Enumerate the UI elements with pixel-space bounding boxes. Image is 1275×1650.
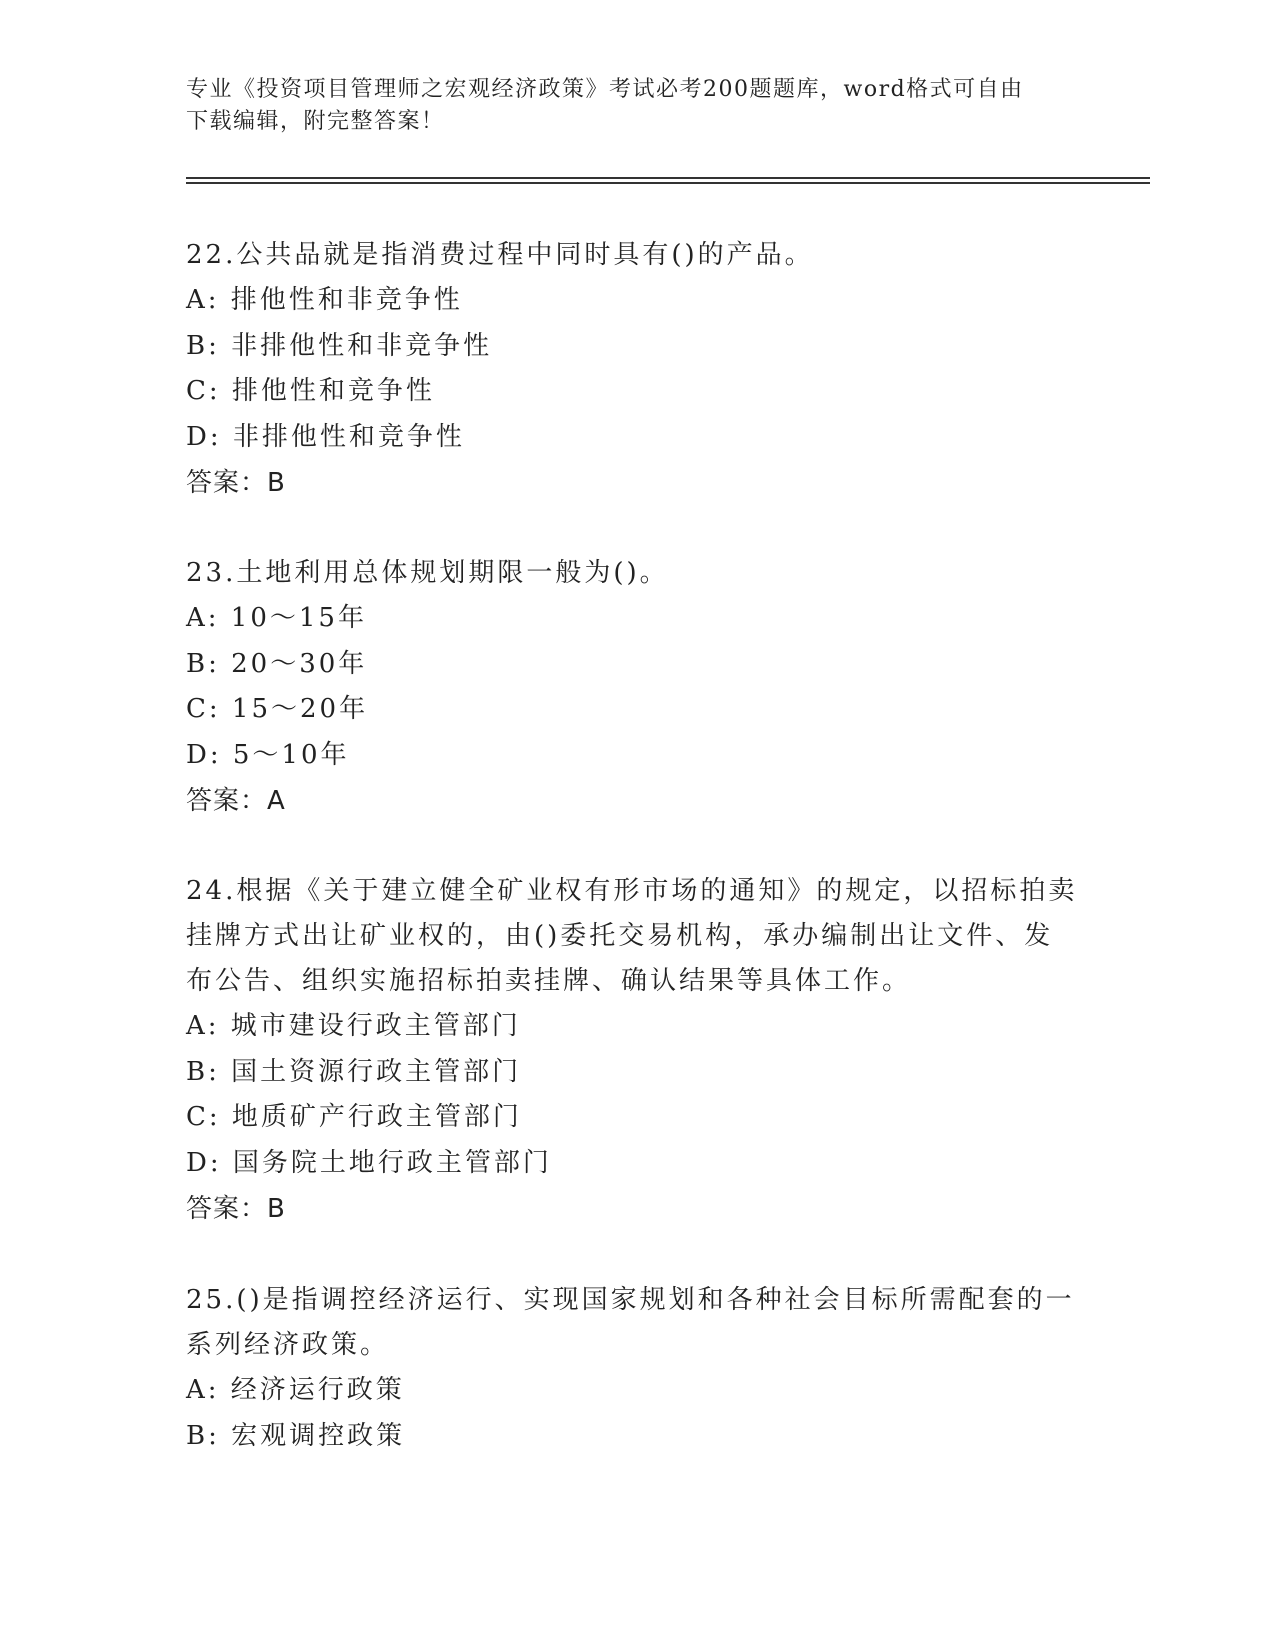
option-b: B: 宏观调控政策 bbox=[186, 1420, 406, 1451]
option-c: C: 地质矿产行政主管部门 bbox=[186, 1102, 522, 1132]
question-text: 23.土地利用总体规划期限一般为()。 bbox=[186, 558, 669, 588]
answer: 答案：A bbox=[186, 786, 286, 816]
answer: 答案：B bbox=[186, 1194, 286, 1224]
header-line-1: 专业《投资项目管理师之宏观经济政策》考试必考200题题库，word格式可自由 bbox=[186, 77, 1024, 102]
question-text-line-1: 24.根据《关于建立健全矿业权有形市场的通知》的规定，以招标拍卖 bbox=[186, 876, 1078, 906]
option-b: B: 非排他性和非竞争性 bbox=[186, 330, 493, 361]
option-b: B: 20～30年 bbox=[186, 648, 368, 679]
option-a: A: 10～15年 bbox=[186, 603, 367, 633]
question-text-line-2: 系列经济政策。 bbox=[186, 1330, 390, 1360]
question-22 bbox=[186, 233, 1086, 506]
question-text-line-1: 25.()是指调控经济运行、实现国家规划和各种社会目标所需配套的一 bbox=[186, 1285, 1075, 1315]
question-23 bbox=[186, 551, 1086, 824]
option-b: B: 国土资源行政主管部门 bbox=[186, 1056, 522, 1087]
option-a: A: 经济运行政策 bbox=[186, 1375, 405, 1405]
question-text-line-2: 挂牌方式出让矿业权的，由()委托交易机构，承办编制出让文件、发 bbox=[186, 921, 1054, 951]
option-a: A: 排他性和非竞争性 bbox=[186, 285, 463, 315]
option-d: D: 非排他性和竞争性 bbox=[186, 421, 465, 452]
header-divider-top bbox=[186, 177, 1150, 179]
document-header bbox=[186, 74, 1066, 138]
option-c: C: 15～20年 bbox=[186, 694, 369, 724]
header-line-2: 下载编辑，附完整答案！ bbox=[186, 109, 445, 134]
option-c: C: 排他性和竞争性 bbox=[186, 376, 435, 406]
option-d: D: 国务院土地行政主管部门 bbox=[186, 1147, 552, 1178]
option-a: A: 城市建设行政主管部门 bbox=[186, 1011, 521, 1041]
answer: 答案：B bbox=[186, 468, 286, 498]
question-text: 22.公共品就是指消费过程中同时具有()的产品。 bbox=[186, 240, 814, 270]
question-25 bbox=[186, 1278, 1086, 1459]
header-divider-bottom bbox=[186, 182, 1150, 184]
option-d: D: 5～10年 bbox=[186, 739, 350, 770]
question-text-line-3: 布公告、组织实施招标拍卖挂牌、确认结果等具体工作。 bbox=[186, 966, 912, 996]
question-24 bbox=[186, 869, 1086, 1232]
